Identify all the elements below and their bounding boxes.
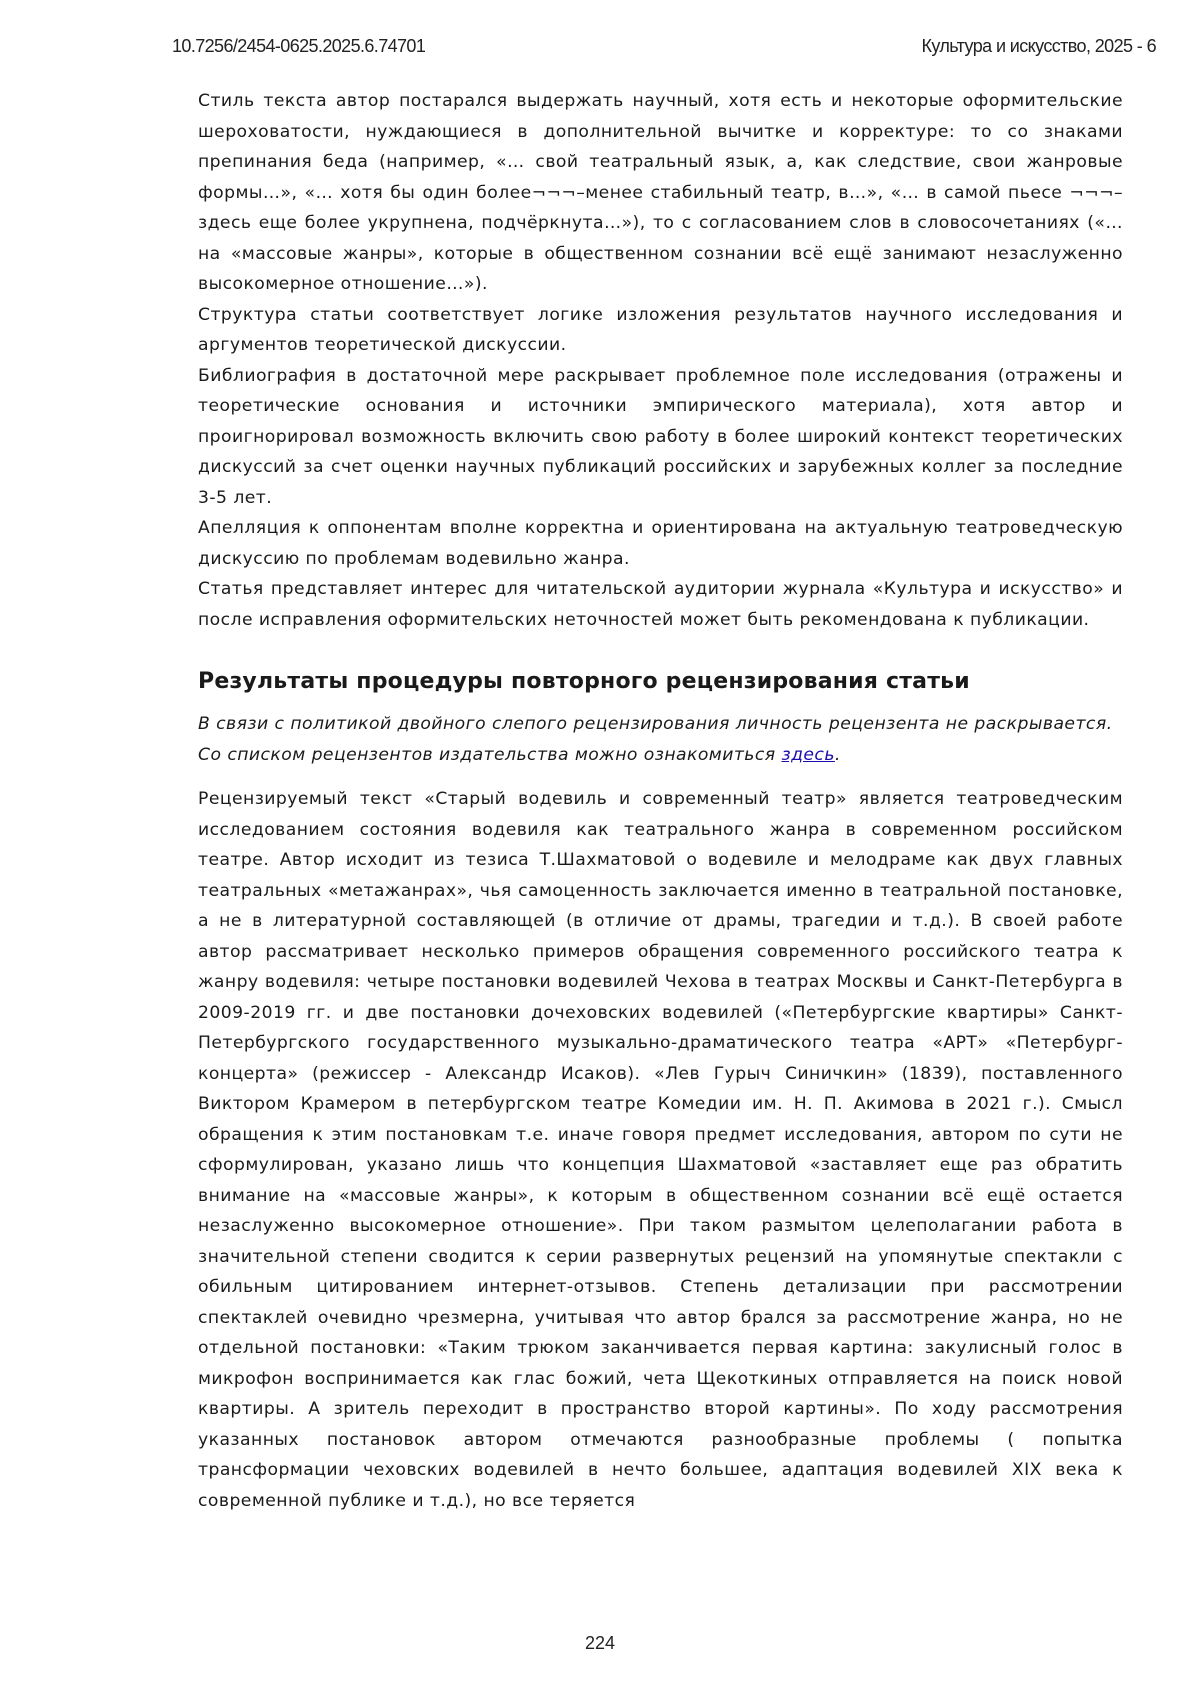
notice-prefix: Со списком рецензентов издательства можно ознакомиться bbox=[198, 744, 782, 765]
review-paragraph: Статья представляет интерес для читательской аудитории журнала «Культура и искусство» и после исправления оформительских неточностей может быть рекомендована к публикации. bbox=[198, 579, 1123, 630]
notice-suffix: . bbox=[834, 744, 841, 765]
notice-reviewers-list bbox=[198, 740, 1123, 771]
review-paragraph: Апелляция к оппонентам вполне корректна и ориентирована на актуальную театроведческую дискуссию по проблемам водевильно жанра. bbox=[198, 518, 1123, 569]
review-paragraph: Библиография в достаточной мере раскрывает проблемное поле исследования (отражены и теоретические основания и источники эмпирического материала), хотя автор и проигнорировал возможность включить свою работу в более широкий контекст теоретических дискуссий за счет оценки научных публикаций российских и зарубежных коллег за последние 3-5 лет. bbox=[198, 365, 1123, 508]
article-body bbox=[198, 86, 1123, 1516]
review-paragraph: Стиль текста автор постарался выдержать научный, хотя есть и некоторые оформительские шероховатости, нуждающиеся в дополнительной вычитке и корректуре: то со знаками препинания беда (например, «… свой театральный язык, а, как следствие, свои жанровые формы…», «… хотя бы один более¬¬¬–менее стабильный театр, в…», «… в самой пьесе ¬¬¬– здесь еще более укрупнена, подчёркнута…»), то с согласованием слов в словосочетаниях («… на «массовые жанры», которые в общественном сознании всё ещё занимают незаслуженно высокомерное отношение…»). bbox=[198, 91, 1123, 294]
page-number: 224 bbox=[584, 1633, 616, 1653]
page-header bbox=[172, 36, 1156, 60]
second-review-paragraph: Рецензируемый текст «Старый водевиль и современный театр» является театроведческим исследованием состояния водевиля как театрального жанра в современном российском театре. Автор исходит из тезиса Т.Шахматовой о водевиле и мелодраме как двух главных театральных «метажанрах», чья самоценность заключается именно в театральной постановке, а не в литературной составляющей (в отличие от драмы, трагедии и т.д.). В своей работе автор рассматривает несколько примеров обращения современного российского театра к жанру водевиля: четыре постановки водевилей Чехова в театрах Москвы и Санкт-Петербурга в 2009-2019 гг. и две постановки дочеховских водевилей («Петербургские квартиры» Санкт-Петербургского государственного музыкально-драматического театра «АРТ» «Петербург-концерта» (режиссер - Александр Исаков). «Лев Гурыч Синичкин» (1839), поставленного Виктором Крамером в петербургском театре Комедии им. Н. П. Акимова в 2021 г.). Смысл обращения к этим постановкам т.е. иначе говоря предмет исследования, автором по сути не сформулирован, указано лишь что концепция Шахматовой «заставляет еще раз обратить внимание на «массовые жанры», к которым в общественном сознании всё ещё остается незаслуженно высокомерное отношение». При таком размытом целеполагании работа в значительной степени сводится к серии развернутых рецензий на упомянутые спектакли с обильным цитированием интернет-отзывов. Степень детализации при рассмотрении спектаклей очевидно чрезмерна, учитывая что автор брался за рассмотрение жанра, но не отдельной постановки: «Таким трюком заканчивается первая картина: закулисный голос в микрофон воспринимается как глас божий, чета Щекоткиных отправляется на поиск новой квартиры. А зритель переходит в пространство второй картины». По ходу рассмотрения указанных постановок автором отмечаются разнообразные проблемы ( попытка трансформации чеховских водевилей в нечто большее, адаптация водевилей XIX века к современной публике и т.д.), но все теряется bbox=[198, 789, 1123, 1511]
section-title: Результаты процедуры повторного рецензирования статьи bbox=[198, 669, 970, 694]
reviewer-notice bbox=[198, 709, 1123, 770]
journal-issue: Культура и искусство, 2025 - 6 bbox=[921, 36, 1156, 56]
first-review bbox=[198, 86, 1123, 635]
notice-anonymity: В связи с политикой двойного слепого рецензирования личность рецензента не раскрывается. bbox=[198, 714, 1113, 734]
doi-text: 10.7256/2454-0625.2025.6.74701 bbox=[172, 36, 426, 56]
spacer bbox=[198, 770, 1123, 784]
reviewers-link[interactable]: здесь bbox=[781, 744, 835, 765]
review-paragraph: Структура статьи соответствует логике изложения результатов научного исследования и аргументов теоретической дискуссии. bbox=[198, 304, 1123, 355]
